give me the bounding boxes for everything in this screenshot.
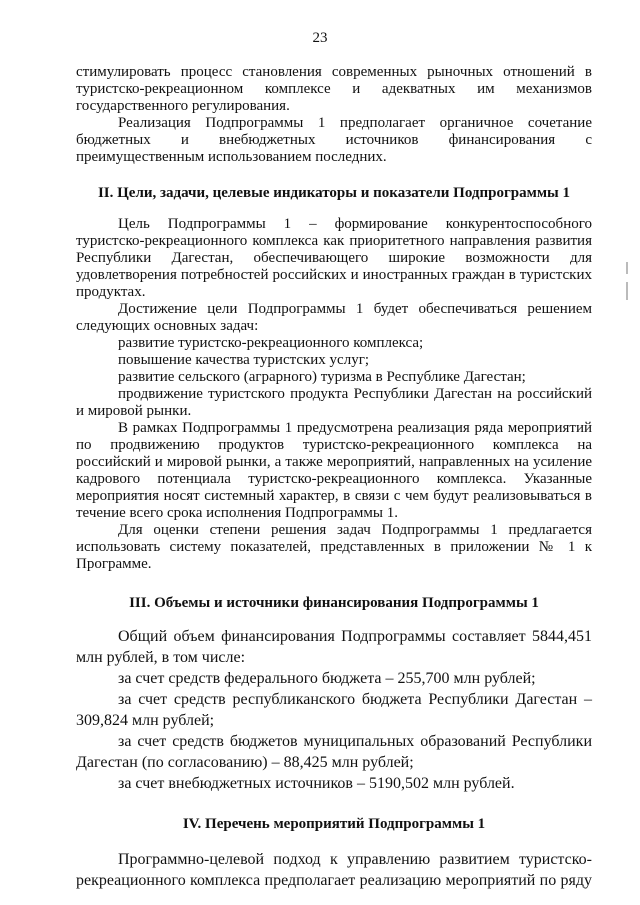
financing-total-paragraph: Общий объем финансирования Подпрограммы составляет 5844,451 млн рублей, в том числе:	[76, 628, 592, 666]
financing-block	[76, 626, 592, 794]
task-item: продвижение туристского продукта Республики Дагестан на российский и мировой рынки.	[76, 386, 592, 419]
section-heading-measures: IV. Перечень мероприятий Подпрограммы 1	[182, 816, 486, 832]
scan-artifact-mark	[626, 262, 628, 274]
document-body	[76, 64, 592, 891]
section-heading-goals: II. Цели, задачи, целевые индикаторы и показатели Подпрограммы 1	[97, 185, 571, 201]
financing-item: за счет средств бюджетов муниципальных образований Республики Дагестан (по согласованию) – 88,425 млн рублей;	[76, 733, 592, 771]
goal-paragraph: Цель Подпрограммы 1 – формирование конкурентоспособного туристско-рекреационного комплекса как приоритетного направления развития Республики Дагестан, обеспечивающего широкие возможности для удовлетворения потребностей российских и иностранных граждан в туристских продуктах.	[76, 216, 592, 300]
section-heading-financing: III. Объемы и источники финансирования Подпрограммы 1	[129, 595, 539, 611]
financing-item: за счет средств федерального бюджета – 255,700 млн рублей;	[118, 670, 536, 687]
measures-block	[76, 849, 592, 891]
scan-artifact-mark	[626, 282, 628, 300]
measures-paragraph: В рамках Подпрограммы 1 предусмотрена реализация ряда мероприятий по продвижению продуктов туристско-рекреационного комплекса на российский и мировой рынки, а также мероприятий, направленных на усиление кадрового потенциала туристско-рекреационного комплекса. Указанные мероприятия носят системный характер, в связи с чем будут реализовываться в течение всего срока исполнения Подпрограммы 1.	[76, 420, 592, 521]
financing-item: за счет внебюджетных источников – 5190,502 млн рублей.	[118, 775, 515, 792]
tasks-intro-paragraph: Достижение цели Подпрограммы 1 будет обеспечиваться решением следующих основных задач:	[76, 301, 592, 334]
intro-paragraph-financing: Реализация Подпрограммы 1 предполагает органичное сочетание бюджетных и внебюджетных источников финансирования с преимущественным использованием последних.	[76, 115, 592, 165]
task-item: развитие сельского (аграрного) туризма в Республике Дагестан;	[118, 369, 526, 385]
financing-item: за счет средств республиканского бюджета Республики Дагестан – 309,824 млн рублей;	[76, 691, 592, 729]
measures-list-paragraph: Программно-целевой подход к управлению развитием туристско-рекреационного комплекса предполагает реализацию мероприятий по ряду	[76, 851, 592, 889]
task-item: повышение качества туристских услуг;	[118, 352, 370, 368]
indicators-paragraph: Для оценки степени решения задач Подпрограммы 1 предлагается использовать систему показателей, представленных в приложении № 1 к Программе.	[76, 522, 592, 572]
task-item: развитие туристско-рекреационного комплекса;	[118, 335, 424, 351]
intro-paragraph-continuation: стимулировать процесс становления современных рыночных отношений в туристско-рекреационном комплексе и адекватных им механизмов государственного регулирования.	[76, 64, 592, 114]
page-number: 23	[312, 30, 328, 46]
